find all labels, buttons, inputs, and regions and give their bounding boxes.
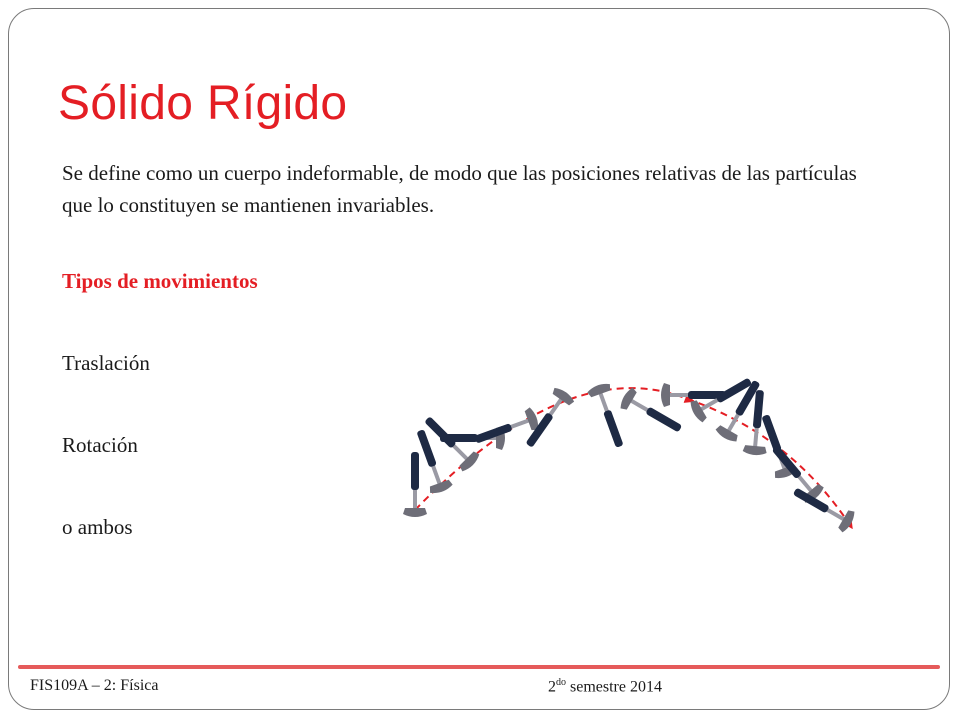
semester-number: 2 — [548, 678, 556, 696]
hammer-icon — [403, 452, 427, 517]
list-item-both: o ambos — [62, 515, 133, 539]
movement-types-heading: Tipos de movimientos — [62, 269, 258, 293]
semester-ordinal: do — [556, 677, 566, 688]
definition-text: Se define como un cuerpo indeformable, de modo que las posiciones relativas de las partículas que lo constituyen se mantienen invariables. — [62, 161, 857, 217]
semester-text: semestre 2014 — [566, 678, 662, 696]
list-item-rotation: Rotación — [62, 433, 138, 457]
thrown-hammer-illustration — [390, 320, 920, 590]
footer-semester — [548, 677, 662, 696]
footer-course: FIS109A – 2: Física — [30, 677, 159, 694]
slide-title: Sólido Rígido — [58, 77, 348, 130]
list-item-translation: Traslación — [62, 351, 150, 375]
hammer-icon — [586, 381, 631, 450]
footer-divider — [18, 665, 940, 669]
hammer-sequence — [403, 371, 857, 534]
